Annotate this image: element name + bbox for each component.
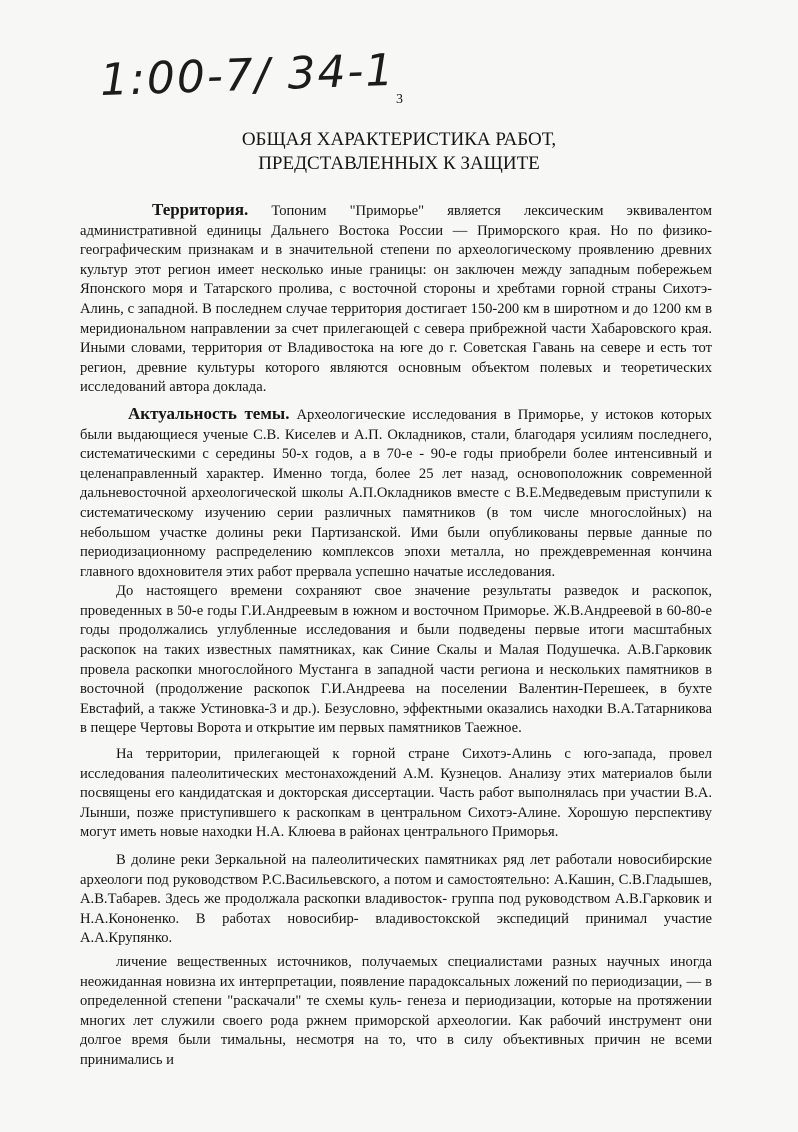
- paragraph-territory: [80, 200, 712, 398]
- handwritten-archive-code: 1:00-7/ 34-1: [99, 44, 397, 107]
- paragraph-text: ложений по периодизации, — в определенной степени "раскачали" те схемы куль-: [80, 973, 712, 1010]
- paragraph-text: Топоним "Приморье" является лексическим эквивалентом административной единицы Дальнего Востока России — Приморского края. Но по физико-географическим признакам и в значительной степени по археологическому проявлению древних культур этот регион имеет несколько иные границы: он заключен между западным побережьем Японского моря и Татарского пролива, с восточной стороны и хребтами горной страны Сихотэ-Алинь, с западной. В последнем случае территория достигает 150-200 км в широтном и до 1200 км в меридиональном направлении за счет прилегающей с севера прибрежной части Хабаровского края. Иными словами, территория от Владивостока на юге до г. Советская Гавань на севере и есть тот регион, древние культуры которого являются основным объектом полевых и теоретических исследований автора доклада.: [80, 203, 712, 396]
- paragraph-text: владивостокской экспедиций принимал участие А.А.Крупянко.: [80, 910, 712, 947]
- title-line-2: ПРЕДСТАВЛЕННЫХ К ЗАЩИТЕ: [258, 153, 540, 174]
- paragraph-relevance: [80, 404, 712, 582]
- page-title: [0, 128, 798, 176]
- section-heading-territory: Территория.: [152, 200, 249, 219]
- paragraph-text: ржнем приморской археологии. Как рабочий инструмент они долгое время были: [80, 1012, 712, 1049]
- paragraph-text: группа под руководством А.В.Гарковик и Н.А.Кононенко. В работах новосибир-: [80, 891, 712, 927]
- paragraph-text: личение вещественных источников, получаемых специалистами разных научных: [116, 953, 660, 970]
- paragraph-text: В долине реки Зеркальной на палеолитических памятниках ряд лет работали новосибирские археологи под руководством Р.С.Васильевского, а потом и самостоятельно:: [80, 852, 712, 888]
- paragraph-sources: [80, 953, 712, 1071]
- paragraph-paleolithic: На территории, прилегающей к горной стране Сихотэ-Алинь с юго-запада, провел исследования палеолитических местонахождений А.М. Кузнецов. Анализу этих материалов были посвящены его кандидатская и докторская диссертации. Часть работ выполнялась при участии В.А. Лынши, позже приступившего к раскопкам в центральном Сихотэ-Алине. Хорошую перспективу могут иметь новые находки Н.А. Клюева в районах центрального Приморья.: [80, 746, 712, 841]
- paragraph-text: генеза и периодизации, которые на протяжении многих лет служили своего рода: [80, 993, 712, 1029]
- section-heading-relevance: Актуальность темы.: [128, 403, 290, 423]
- document-body: [80, 200, 712, 1071]
- page-number: 3: [396, 92, 403, 107]
- paragraph-excavations: До настоящего времени сохраняют свое значение результаты разведок и раскопок, проведенных в 50-е годы Г.И.Андреевым в южном и восточном Приморье. Ж.В.Андреевой в 60-80-е годы продолжались углубленные исследования и были подведены первые итоги масштабных раскопок на таких известных памятниках, как Синие Скалы и Малая Подушечка. А.В.Гарковик провела раскопки многослойного Мустанга в западной части региона и нескольких памятников в восточной (продолжение раскопок Г.И.Андреева на поселении Валентин-Перешеек, в бухте Евстафий, а также Устиновка-3 и др.). Безусловно, эффектными оказались находки В.А.Татарникова в пещере Чертовы Ворота и открытие им первых памятников Таежное.: [80, 583, 712, 737]
- paragraph-text: иногда неожиданная новизна их интерпретации, появление парадоксальных: [80, 953, 712, 990]
- paragraph-text: Археологические исследования в Приморье, у истоков которых были выдающиеся ученые С.В. Киселев и А.П. Окладников, стали, благодаря усилиям последнего, систематическими с середины 50-х годов, а в 70-е - 90-е годы приобрели более интенсивный и целенаправленный характер. Именно тогда, более 25 лет назад, основоположник современной дальневосточной археологической школы А.П.Окладников вместе с В.Е.Медведевым приступили к систематическому изучению серии различных памятников (в том числе многослойных) на небольшом участке долины реки Партизанской. Ими были опубликованы первые данные по периодизационному распределению комплексов эпохи металла, но преждевременная кончина главного вдохновителя этих работ прервала успешно начатые исследования.: [80, 406, 712, 580]
- paragraph-zerkalnaya: [80, 851, 712, 949]
- paragraph-text: А.Кашин, С.В.Гладышев, А.В.Табарев. Здесь же продолжала раскопки владивосток-: [80, 871, 712, 908]
- title-line-1: ОБЩАЯ ХАРАКТЕРИСТИКА РАБОТ,: [241, 129, 557, 150]
- paragraph-text: тимальны, несмотря на то, что в силу объективных причин не всеми принимались и: [80, 1032, 713, 1068]
